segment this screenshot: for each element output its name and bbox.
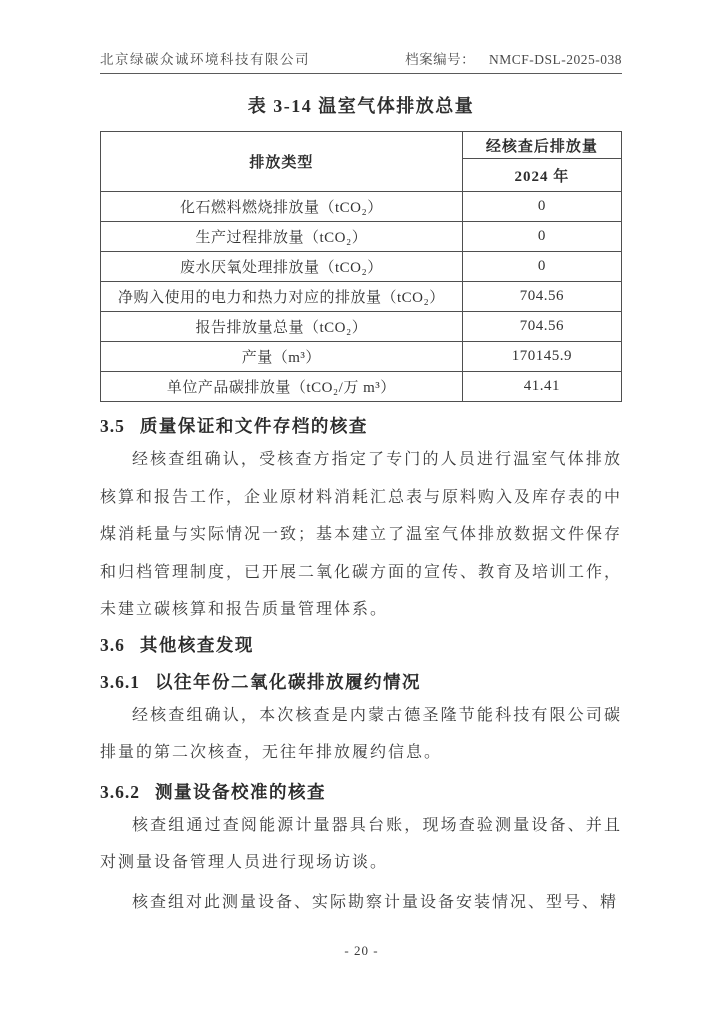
section-number: 3.6.2 xyxy=(100,781,140,802)
file-number-group xyxy=(405,48,622,68)
running-header xyxy=(100,48,622,74)
table-row xyxy=(101,342,622,372)
section-number: 3.5 xyxy=(100,416,125,436)
section-3-6-heading xyxy=(100,632,622,658)
table-row xyxy=(101,252,622,282)
section-number: 3.6 xyxy=(100,634,125,655)
table-row xyxy=(101,282,622,312)
row-value: 0 xyxy=(462,252,621,282)
table-header-row-1 xyxy=(101,132,622,159)
section-title: 其他核查发现 xyxy=(139,634,254,655)
col-header-year: 2024 年 xyxy=(462,159,621,192)
section-title: 以往年份二氧化碳排放履约情况 xyxy=(155,671,421,692)
table-title: 表 3-14 温室气体排放总量 xyxy=(247,96,475,116)
row-value: 0 xyxy=(462,192,621,222)
section-3-6-2-paragraph-2: 核查组对此测量设备、实际勘察计量设备安装情况、型号、精 xyxy=(132,893,619,911)
company-name: 北京绿碳众诚环境科技有限公司 xyxy=(100,52,310,67)
row-value: 704.56 xyxy=(462,282,621,312)
row-label: 废水厌氧处理排放量（tCO₂） xyxy=(101,252,463,282)
file-number: NMCF-DSL-2025-038 xyxy=(488,52,622,67)
section-number: 3.6.1 xyxy=(100,671,140,692)
table-row xyxy=(101,372,622,402)
section-title: 测量设备校准的核查 xyxy=(155,781,326,802)
section-3-6-1-heading xyxy=(100,669,622,695)
section-3-6-1-paragraph: 经核查组确认，本次核查是内蒙古德圣隆节能科技有限公司碳排量的第二次核查，无往年排放履约信息。 xyxy=(100,706,622,761)
row-value: 0 xyxy=(462,222,621,252)
col-header-verified-emissions: 经核查后排放量 xyxy=(462,132,621,159)
section-3-5-paragraph: 经核查组确认，受核查方指定了专门的人员进行温室气体排放核算和报告工作，企业原材料消耗汇总表与原料购入及库存表的中煤消耗量与实际情况一致；基本建立了温室气体排放数据文件保存和归档管理制度，已开展二氧化碳方面的宣传、教育及培训工作，未建立碳核算和报告质量管理体系。 xyxy=(100,451,623,618)
table-row xyxy=(101,222,622,252)
row-label: 净购入使用的电力和热力对应的排放量（tCO₂） xyxy=(101,282,463,312)
row-value: 170145.9 xyxy=(462,342,621,372)
row-label: 产量（m³） xyxy=(101,342,463,372)
row-label: 化石燃料燃烧排放量（tCO₂） xyxy=(101,192,463,222)
section-3-6-2-heading xyxy=(100,779,622,805)
table-row xyxy=(101,312,622,342)
col-header-emission-type: 排放类型 xyxy=(101,132,463,192)
table-row xyxy=(101,192,622,222)
section-title: 质量保证和文件存档的核查 xyxy=(139,416,368,436)
section-3-5-heading xyxy=(100,413,622,439)
page-number: - 20 - xyxy=(344,943,379,958)
row-label: 报告排放量总量（tCO₂） xyxy=(101,312,463,342)
file-number-label: 档案编号： xyxy=(405,52,476,67)
row-value: 704.56 xyxy=(462,312,621,342)
row-label: 单位产品碳排放量（tCO₂/万 m³） xyxy=(101,372,463,402)
row-label: 生产过程排放量（tCO₂） xyxy=(101,222,463,252)
emissions-table xyxy=(100,131,622,402)
section-3-6-2-paragraph-1: 核查组通过查阅能源计量器具台账，现场查验测量设备、并且对测量设备管理人员进行现场访谈。 xyxy=(100,816,622,871)
row-value: 41.41 xyxy=(462,372,621,402)
